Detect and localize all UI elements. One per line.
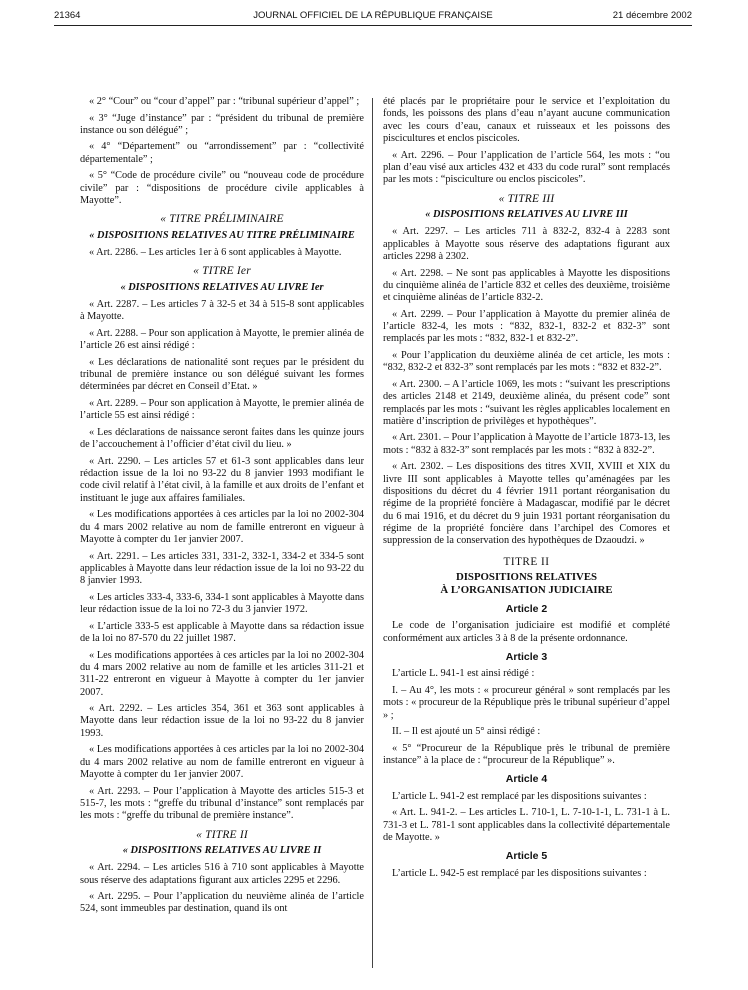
- title-heading: TITRE II: [503, 555, 550, 568]
- paragraph: « Art. 2291. – Les articles 331, 331-2, 332-1, 334-2 et 334-5 sont applicables à Mayotte dans leur rédaction issue de la loi no 93-22 du 8 janvier 1993.: [80, 550, 364, 587]
- journal-title: JOURNAL OFFICIEL DE LA RÉPUBLIQUE FRANÇAISE: [253, 10, 493, 21]
- paragraph: « Art. 2292. – Les articles 354, 361 et 363 sont applicables à Mayotte dans leur rédaction issue de la loi no 93-22 du 8 janvier 1993.: [80, 703, 364, 739]
- paragraph: « Art. 2300. – A l’article 1069, les mots : “suivant les prescriptions des articles 2148 et 2149, deuxième alinéa, du présent code” sont remplacés par les mots : “suivant les règles applicables localement en matière d’inscription de privilèges et hypothèques”.: [383, 378, 670, 427]
- paragraph: L’article L. 941-1 est ainsi rédigé :: [392, 668, 535, 680]
- paragraph: « Art. L. 941-2. – Les articles L. 710-1, L. 7-10-1-1, L. 731-1 à L. 731-3 et L. 781-1 sont applicables dans la collectivité départementale de Mayotte. »: [383, 807, 670, 843]
- paragraph: « Art. 2288. – Pour son application à Mayotte, le premier alinéa de l’article 26 est ainsi rédigé :: [80, 327, 364, 352]
- section-heading: « DISPOSITIONS RELATIVES AU TITRE PRÉLIMINAIRE: [89, 229, 355, 241]
- left-column: [80, 96, 364, 920]
- paragraph: « Art. 2299. – Pour l’application à Mayotte du premier alinéa de l’article 832-4, les mots : “832, 832-1, 832-2 et 832-3” sont remplacés par les mots : “832, 832-1 et 832-2”.: [383, 308, 670, 345]
- paragraph: « Art. 2287. – Les articles 7 à 32-5 et 34 à 515-8 sont applicables à Mayotte.: [80, 299, 364, 323]
- paragraph: été placés par le propriétaire pour le service et l’exploitation du fonds, les poissons des plans d’eau n’ayant aucune communication avec les cours d’eau, canaux et ruisseaux et les poissons des piscicultures et enclos piscicoles.: [383, 96, 670, 145]
- paragraph: « 5° “Code de procédure civile” ou “nouveau code de procédure civile” par : “dispositions de procédure civile applicables à Mayotte”.: [80, 170, 364, 206]
- paragraph: « Pour l’application du deuxième alinéa de cet article, les mots : “832, 832-2 et 832-3” sont remplacés par les mots : “832 et 832-2”.: [383, 349, 670, 374]
- paragraph: « Les articles 333-4, 333-6, 334-1 sont applicables à Mayotte dans leur rédaction issue de la loi no 72-3 du 3 janvier 1972.: [80, 591, 364, 616]
- header-rule: [54, 25, 692, 26]
- paragraph: II. – Il est ajouté un 5° ainsi rédigé :: [392, 726, 541, 738]
- paragraph: « Art. 2301. – Pour l’application à Mayotte de l’article 1873-13, les mots : “832 à 832-3” sont remplacés par les mots : “832 à 832-2”.: [383, 432, 670, 456]
- section-heading: « DISPOSITIONS RELATIVES AU LIVRE III: [425, 208, 628, 220]
- paragraph: « Art. 2295. – Pour l’application du neuvième alinéa de l’article 524, sont immeubles par destination, quand ils ont: [80, 891, 364, 915]
- article-heading: Article 5: [505, 850, 548, 863]
- page-header: [54, 10, 692, 24]
- paragraph: « Art. 2286. – Les articles 1er à 6 sont applicables à Mayotte.: [89, 247, 342, 258]
- paragraph: L’article L. 942-5 est remplacé par les dispositions suivantes :: [392, 867, 647, 879]
- paragraph: « Les modifications apportées à ces articles par la loi no 2002-304 du 4 mars 2002 relative au nom de famille entreront en vigueur à Mayotte à compter du 1er janvier 2007.: [80, 744, 364, 780]
- paragraph: « 5° “Procureur de la République près le tribunal de première instance” à la place de : “procureur de la République” ».: [383, 742, 670, 766]
- paragraph: « Art. 2294. – Les articles 516 à 710 sont applicables à Mayotte sous réserve des adaptations figurant aux articles 2295 et 2296.: [80, 862, 364, 886]
- section-heading: « DISPOSITIONS RELATIVES AU LIVRE II: [122, 844, 322, 856]
- paragraph: « Art. 2296. – Pour l’application de l’article 564, les mots : “ou plan d’eau visé aux articles 432 et 433 du code rural” sont remplacés par les mots : “pisciculture ou enclos piscicoles”.: [383, 149, 670, 186]
- paragraph: « Les modifications apportées à ces articles par la loi no 2002-304 du 4 mars 2002 relative au nom de famille et les articles 311-21 et 311-22 entreront en vigueur à Mayotte à compter du 1er janvier 2007.: [80, 649, 364, 698]
- paragraph: « 2° “Cour” ou “cour d’appel” par : “tribunal supérieur d’appel” ;: [89, 96, 360, 107]
- article-heading: Article 2: [505, 603, 548, 615]
- right-column: [383, 96, 670, 884]
- section-title: « TITRE III: [498, 192, 555, 205]
- title-subheading: DISPOSITIONS RELATIVES: [455, 571, 598, 583]
- section-heading: « DISPOSITIONS RELATIVES AU LIVRE Ier: [120, 281, 324, 293]
- paragraph: « Les déclarations de naissance seront faites dans les quinze jours de l’accouchement à l’officier d’état civil du lieu. »: [80, 426, 364, 451]
- publication-date: 21 décembre 2002: [612, 10, 692, 21]
- section-title: « TITRE II: [196, 828, 248, 841]
- paragraph: « Art. 2297. – Les articles 711 à 832-2, 832-4 à 2283 sont applicables à Mayotte sous réserve des adaptations figurant aux articles 2298 à 2302.: [383, 226, 670, 262]
- paragraph: « 3° “Juge d’instance” par : “président du tribunal de première instance ou son délégué” ;: [80, 112, 364, 136]
- column-divider: [372, 98, 373, 968]
- paragraph: L’article L. 941-2 est remplacé par les dispositions suivantes :: [392, 790, 647, 802]
- article-heading: Article 3: [505, 651, 548, 664]
- section-title: « TITRE PRÉLIMINAIRE: [160, 213, 284, 226]
- paragraph: « Art. 2298. – Ne sont pas applicables à Mayotte les dispositions du cinquième alinéa de l’article 832 et celles des deuxième, troisième et cinquième alinéas de l’article 832-2.: [383, 267, 670, 304]
- paragraph: « Art. 2289. – Pour son application à Mayotte, le premier alinéa de l’article 55 est ainsi rédigé :: [80, 398, 364, 422]
- title-subheading: À L’ORGANISATION JUDICIAIRE: [440, 584, 613, 596]
- paragraph: « L’article 333-5 est applicable à Mayotte dans sa rédaction issue de la loi no 87-570 du 22 juillet 1987.: [80, 620, 364, 644]
- section-title: « TITRE Ier: [193, 265, 251, 278]
- paragraph: « Art. 2290. – Les articles 57 et 61-3 sont applicables dans leur rédaction issue de la loi no 93-22 du 8 janvier 1993 modifiant le code civil relatif à l’état civil, à la famille et aux droits de l’enfant et instituant le juge aux affaires familiales.: [80, 455, 364, 504]
- paragraph: « Art. 2302. – Les dispositions des titres XVII, XVIII et XIX du livre III sont applicables à Mayotte telles qu’aménagées par les dispositions du décret du 4 février 1911 portant réorganisation du régime de la propriété foncière à Madagascar, modifié par le décret du 6 mai 1916, et du décret du 9 juin 1931 portant réorganisation du régime de la propriété foncière dans l’archipel des Comores et suppression de la conservation des hypothèques de Dzaoudzi. »: [383, 461, 670, 547]
- paragraph: « Les modifications apportées à ces articles par la loi no 2002-304 du 4 mars 2002 relative au nom de famille entreront en vigueur à Mayotte à compter du 1er janvier 2007.: [80, 509, 364, 545]
- page-number: 21364: [54, 10, 81, 21]
- paragraph: « Art. 2293. – Pour l’application à Mayotte des articles 515-3 et 515-7, les mots : “greffe du tribunal d’instance” sont remplacés par les mots : “greffe du tribunal de première instance”.: [80, 785, 364, 822]
- paragraph: Le code de l’organisation judiciaire est modifié et complété conformément aux articles 3 à 8 de la présente ordonnance.: [383, 620, 670, 644]
- paragraph: « 4° “Département” ou “arrondissement” par : “collectivité départementale” ;: [80, 141, 364, 165]
- paragraph: I. – Au 4°, les mots : « procureur général » sont remplacés par les mots : « procureur de la République près le tribunal supérieur d’appel » ;: [383, 684, 670, 721]
- article-heading: Article 4: [505, 773, 548, 786]
- paragraph: « Les déclarations de nationalité sont reçues par le président du tribunal de première instance ou son délégué suivant les formes déterminées par décret en Conseil d’Etat. »: [80, 356, 364, 393]
